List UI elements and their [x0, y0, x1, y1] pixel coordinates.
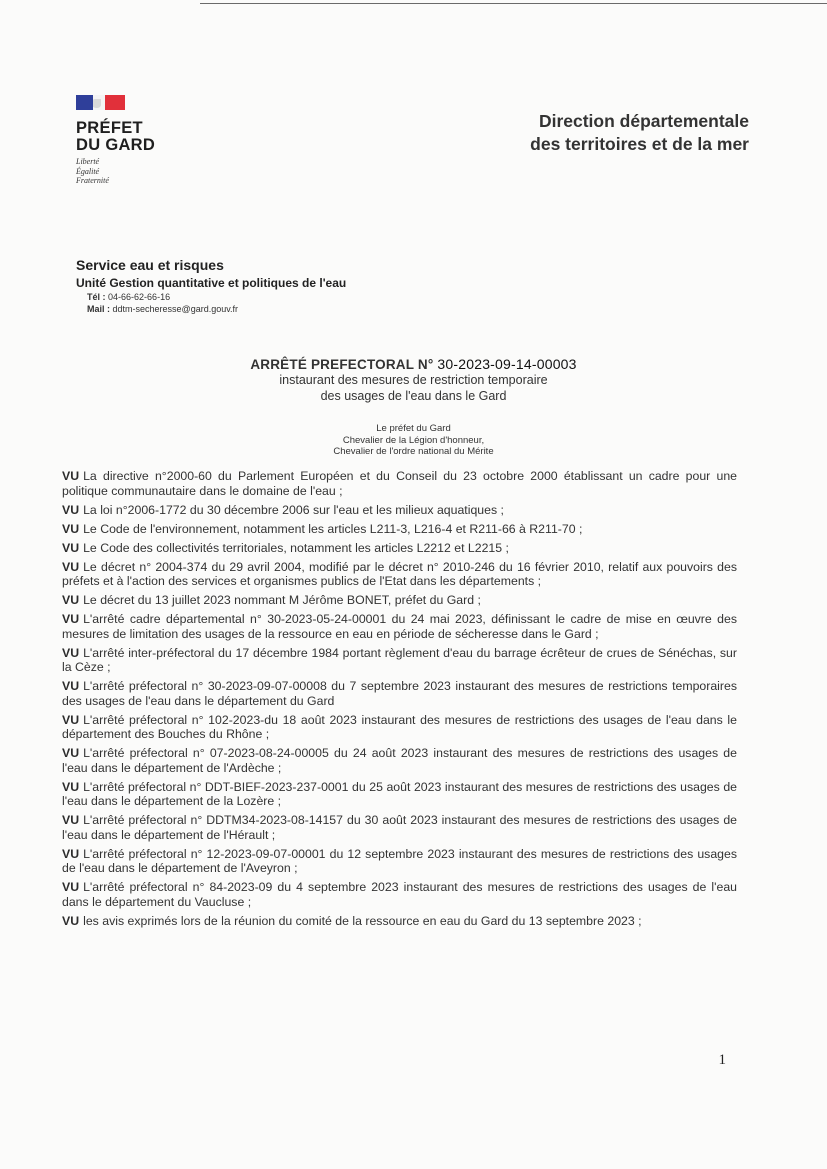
vu-keyword: VU — [62, 813, 80, 827]
vu-text: L'arrêté préfectoral n° DDTM34-2023-08-14157 du 30 août 2023 instaurant des mesures de restrictions des usages de l'eau dans le département de l'Hérault ; — [62, 813, 737, 842]
arrete-subtitle-line2: des usages de l'eau dans le Gard — [320, 389, 507, 403]
vu-keyword: VU — [62, 913, 80, 928]
prefet-title-line2: DU GARD — [76, 136, 156, 154]
tel-label: Tél : — [87, 292, 106, 302]
prefet-title-line1: PRÉFET — [76, 119, 143, 137]
vu-text: Le décret n° 2004-374 du 29 avril 2004, modifié par le décret n° 2010-246 du 16 février 2010, relatif aux pouvoirs des préfets et à l'action des services et organismes publics de l'Etat dans les départements ; — [62, 559, 737, 588]
vu-text: L'arrêté préfectoral n° 07-2023-08-24-00005 du 24 août 2023 instaurant des mesures de restrictions des usages de l'eau dans le département de l'Ardèche ; — [62, 746, 737, 775]
prefet-quality-line: Chevalier de l'ordre national du Mérite — [333, 446, 494, 457]
vu-item — [62, 560, 737, 589]
vu-item — [62, 646, 737, 675]
vu-keyword: VU — [62, 880, 80, 894]
top-scan-line — [200, 3, 827, 4]
vu-keyword: VU — [62, 846, 80, 861]
vu-keyword: VU — [62, 746, 80, 760]
vu-keyword: VU — [62, 502, 80, 517]
vu-item — [62, 746, 737, 775]
vu-item — [62, 813, 737, 842]
vu-text: La directive n°2000-60 du Parlement Européen et du Conseil du 23 octobre 2000 établissant un cadre pour une politique communautaire dans le domaine de l'eau ; — [62, 469, 737, 498]
prefet-quality-line: Le préfet du Gard — [376, 423, 451, 434]
service-block — [76, 257, 346, 314]
vu-keyword: VU — [62, 645, 80, 660]
vu-text: La loi n°2006-1772 du 30 décembre 2006 sur l'eau et les milieux aquatiques ; — [83, 502, 504, 517]
vu-keyword: VU — [62, 679, 80, 693]
vu-item — [62, 847, 737, 876]
motto-liberte: Liberté — [76, 157, 100, 166]
tel-value: 04-66-62-66-16 — [108, 292, 171, 302]
vu-text: L'arrêté préfectoral n° DDT-BIEF-2023-237-0001 du 25 août 2023 instaurant des mesures de restrictions des usages de l'eau dans le département de la Lozère ; — [62, 779, 737, 808]
vu-keyword: VU — [62, 521, 80, 536]
vu-item — [62, 679, 737, 708]
vu-item — [62, 593, 737, 608]
vu-keyword: VU — [62, 469, 80, 483]
vu-item — [62, 541, 737, 556]
vu-keyword: VU — [62, 612, 80, 626]
vu-keyword: VU — [62, 540, 80, 555]
direction-line2: des territoires et de la mer — [530, 134, 749, 154]
arrete-title — [0, 356, 827, 372]
service-tel — [87, 292, 346, 302]
vu-item — [62, 503, 737, 518]
motto-egalite: Égalité — [76, 166, 100, 176]
arrete-title-prefix: ARRÊTÉ PREFECTORAL N° — [250, 357, 434, 372]
prefet-quality-line: Chevalier de la Légion d'honneur, — [342, 434, 485, 446]
vu-item — [62, 713, 737, 742]
vu-item — [62, 612, 737, 641]
vu-list — [62, 469, 737, 933]
marianne-logo-block — [76, 95, 196, 186]
direction-line1: Direction départementale — [538, 111, 749, 131]
mail-value: ddtm-secheresse@gard.gouv.fr — [112, 304, 239, 314]
vu-item — [62, 522, 737, 537]
vu-text: L'arrêté préfectoral n° 102-2023-du 18 août 2023 instaurant des mesures de restrictions des usages de l'eau dans le département des Bouches du Rhône ; — [62, 712, 737, 741]
vu-text: L'arrêté inter-préfectoral du 17 décembre 1984 portant règlement d'eau du barrage écrêteur de crues de Sénéchas, sur la Cèze ; — [62, 645, 737, 674]
motto — [76, 157, 196, 186]
vu-keyword: VU — [62, 712, 80, 727]
direction-heading — [530, 110, 749, 156]
vu-text: L'arrêté cadre départemental n° 30-2023-05-24-00001 du 24 mai 2023, définissant le cadre de mise en œuvre des mesures de limitation des usages de la ressource en eau en période de sécheresse dans le Gard ; — [62, 612, 737, 641]
vu-keyword: VU — [62, 559, 80, 574]
vu-keyword: VU — [62, 593, 80, 607]
service-name: Service eau et risques — [76, 257, 224, 273]
vu-keyword: VU — [62, 779, 80, 794]
vu-text: L'arrêté préfectoral n° 84-2023-09 du 4 septembre 2023 instaurant des mesures de restrictions des usages de l'eau dans le département du Vaucluse ; — [62, 880, 737, 909]
mail-label: Mail : — [87, 304, 111, 314]
vu-item — [62, 880, 737, 909]
vu-text: les avis exprimés lors de la réunion du comité de la ressource en eau du Gard du 13 septembre 2023 ; — [83, 913, 642, 928]
vu-item — [62, 914, 737, 929]
arrete-title-block — [0, 356, 827, 404]
arrete-number: 30-2023-09-14-00003 — [437, 356, 577, 372]
motto-fraternite: Fraternité — [76, 176, 109, 185]
vu-text: L'arrêté préfectoral n° 12-2023-09-07-00001 du 12 septembre 2023 instaurant des mesures de restrictions des usages de l'eau dans le département de l'Aveyron ; — [62, 846, 737, 875]
vu-text: Le décret du 13 juillet 2023 nommant M Jérôme BONET, préfet du Gard ; — [83, 593, 481, 607]
marianne-flag-icon — [76, 95, 125, 110]
vu-item — [62, 469, 737, 498]
vu-text: Le Code de l'environnement, notamment les articles L211-3, L216-4 et R211-66 à R211-70 ; — [83, 521, 583, 536]
page-number: 1 — [718, 1052, 726, 1068]
vu-text: L'arrêté préfectoral n° 30-2023-09-07-00008 du 7 septembre 2023 instaurant des mesures de restrictions temporaires des usages de l'eau dans le département du Gard — [62, 679, 737, 708]
prefet-qualities — [0, 423, 827, 458]
service-mail — [87, 304, 346, 314]
vu-text: Le Code des collectivités territoriales, notamment les articles L2212 et L2215 ; — [83, 540, 509, 555]
arrete-subtitle-line1: instaurant des mesures de restriction temporaire — [279, 373, 548, 387]
vu-item — [62, 780, 737, 809]
service-unit: Unité Gestion quantitative et politiques de l'eau — [76, 276, 347, 290]
